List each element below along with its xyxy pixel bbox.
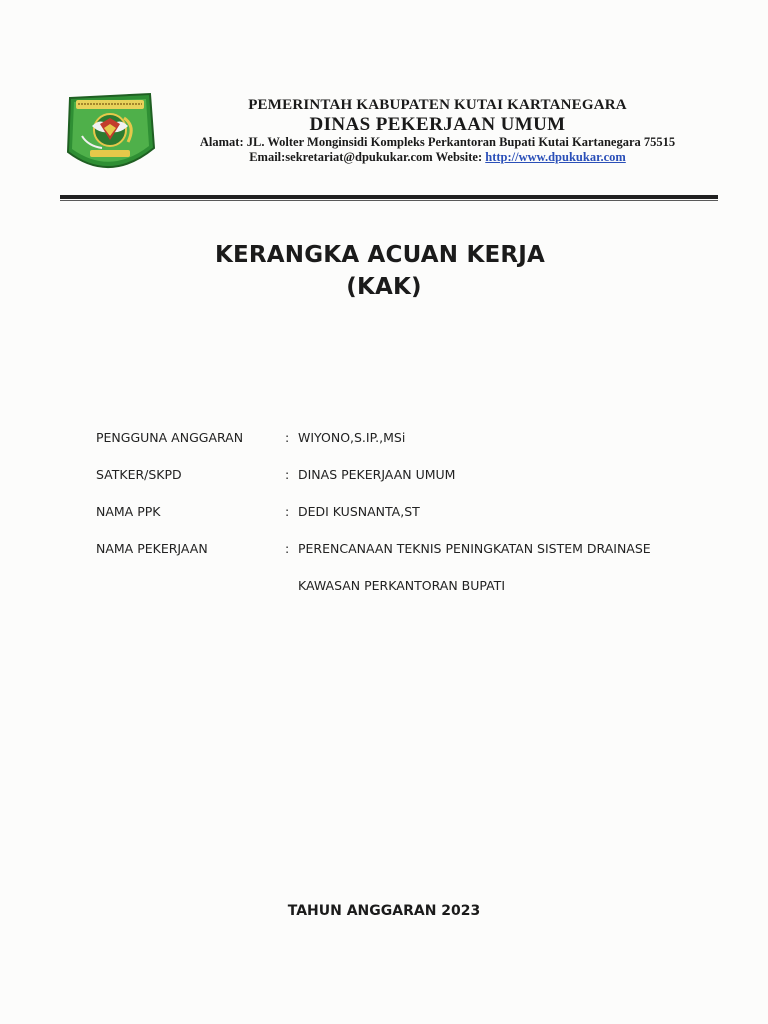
kutai-kartanegara-emblem-icon: [62, 88, 158, 176]
info-value: DEDI KUSNANTA,ST: [298, 504, 420, 519]
info-value: DINAS PEKERJAAN UMUM: [298, 467, 456, 482]
letterhead: [160, 96, 715, 165]
fiscal-year: TAHUN ANGGARAN 2023: [287, 903, 481, 919]
document-subtitle: (KAK): [346, 274, 422, 300]
info-label: PENGGUNA ANGGARAN: [96, 430, 244, 445]
contact-line: [160, 150, 715, 165]
info-separator: :: [285, 467, 290, 482]
department-name: DINAS PEKERJAAN UMUM: [309, 114, 566, 135]
letterhead-divider: [60, 195, 718, 199]
info-label: SATKER/SKPD: [96, 467, 182, 482]
letterhead-divider-thin: [60, 200, 718, 201]
info-value: PERENCANAAN TEKNIS PENINGKATAN SISTEM DRAINASE: [298, 541, 651, 556]
info-label: NAMA PPK: [96, 504, 161, 519]
office-address: Alamat: JL. Wolter Monginsidi Kompleks Perkantoran Bupati Kutai Kartanegara 75515: [199, 135, 676, 149]
info-label: NAMA PEKERJAAN: [96, 541, 208, 556]
info-separator: :: [285, 541, 290, 556]
document-title: KERANGKA ACUAN KERJA: [214, 242, 546, 268]
email-text: Email:sekretariat@dpukukar.com Website:: [249, 150, 486, 164]
info-value: WIYONO,S.IP.,MSi: [298, 430, 406, 445]
info-separator: :: [285, 430, 290, 445]
website-link[interactable]: http://www.dpukukar.com: [485, 150, 626, 164]
info-value-continuation: KAWASAN PERKANTORAN BUPATI: [298, 578, 506, 593]
government-name: PEMERINTAH KABUPATEN KUTAI KARTANEGARA: [248, 97, 627, 113]
info-separator: :: [285, 504, 290, 519]
